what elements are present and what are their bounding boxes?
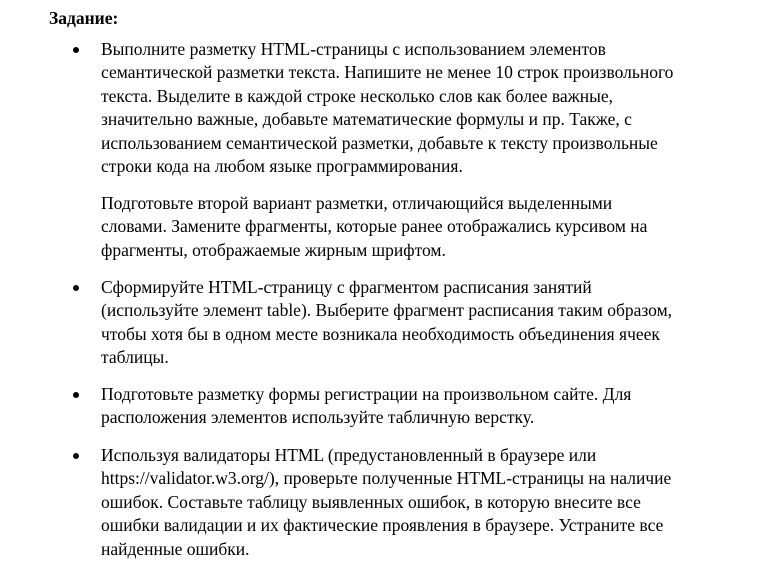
task-1-paragraph-1 [101, 38, 751, 178]
text-line: семантической разметки текста. Напишите не менее 10 строк произвольного [101, 62, 674, 83]
text-line: текста. Выделите в каждой строке несколько слов как более важные, [101, 85, 613, 106]
bullet-icon [73, 47, 79, 53]
text-line: словами. Замените фрагменты, которые ранее отображались курсивом на [101, 216, 648, 237]
text-line: найденные ошибки. [101, 538, 250, 559]
text-line: использованием семантической разметки, добавьте к тексту произвольные [101, 132, 658, 153]
bullet-icon [73, 285, 79, 291]
task-4-paragraph-1 [101, 444, 751, 561]
text-line: расположения элементов используйте табличную верстку. [101, 407, 535, 428]
text-line: Подготовьте второй вариант разметки, отличающийся выделенными [101, 193, 613, 213]
task-1-paragraph-2 [101, 192, 751, 262]
text-line: Подготовьте разметку формы регистрации на произвольном сайте. Для [101, 384, 632, 404]
text-line: значительно важные, добавьте математические формулы и пр. Также, с [101, 109, 632, 130]
text-line: Выполните разметку HTML-страницы с использованием элементов [101, 39, 606, 59]
text-line: ошибок. Составьте таблицу выявленных ошибок, в которую внесите все [101, 491, 641, 512]
text-line: (используйте элемент table). Выберите фрагмент расписания таким образом, [101, 300, 673, 321]
text-line: Сформируйте HTML-страницу с фрагментом расписания занятий [101, 277, 592, 297]
text-line: фрагменты, отображаемые жирным шрифтом. [101, 239, 446, 260]
task-2-paragraph-1 [101, 276, 751, 370]
bullet-icon [73, 392, 79, 398]
text-line: https://validator.w3.org/), проверьте полученные HTML-страницы на наличие [101, 468, 672, 489]
text-line: строки кода на любом языке программирования. [101, 156, 463, 177]
text-line: чтобы хотя бы в одном месте возникала необходимость объединения ячеек [101, 323, 660, 344]
text-line: ошибки валидации и их фактические проявления в браузере. Устраните все [101, 515, 664, 536]
bullet-icon [73, 453, 79, 459]
task-heading: Задание: [49, 8, 119, 28]
text-line: таблицы. [101, 347, 169, 368]
task-3-paragraph-1 [101, 383, 751, 430]
text-line: Используя валидаторы HTML (предустановленный в браузере или [101, 445, 597, 465]
